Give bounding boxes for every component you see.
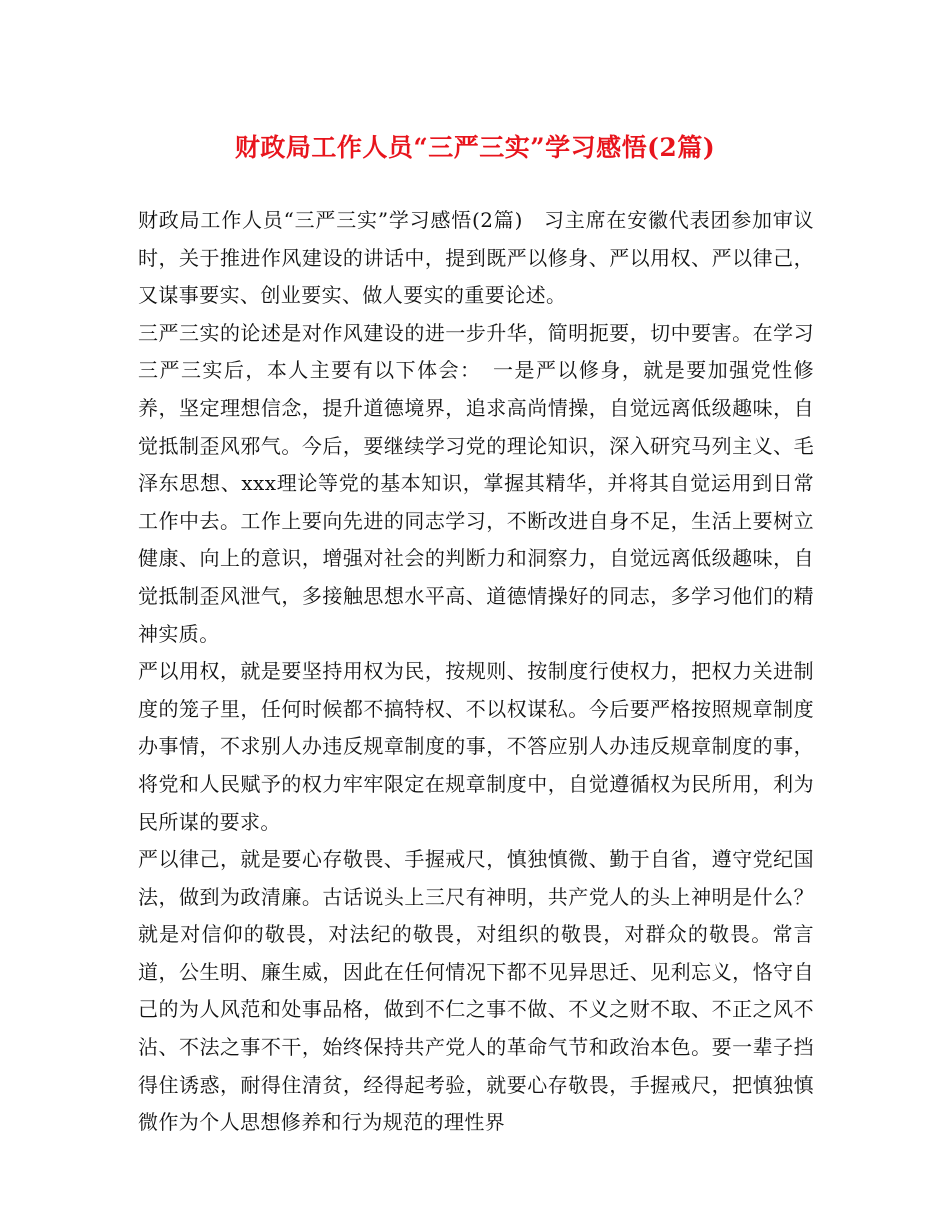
document-body bbox=[138, 202, 814, 1142]
document-title: 财政局工作人员“三严三实”学习感悟(2篇) bbox=[234, 133, 716, 162]
paragraph-self-discipline: 严以律己，就是要心存敬畏、手握戒尺，慎独慎微、勤于自省，遵守党纪国法，做到为政清廉。古话说头上三尺有神明，共产党人的头上神明是什么？就是对信仰的敬畏，对法纪的敬畏，对组织的敬畏，对群众的敬畏。常言道，公生明、廉生威，因此在任何情况下都不见异思迁、见利忘义，恪守自己的为人风范和处事品格，做到不仁之事不做、不义之财不取、不正之风不沾、不法之事不干，始终保持共产党人的革命气节和政治本色。要一辈子挡得住诱惑，耐得住清贫，经得起考验，就要心存敬畏，手握戒尺，把慎独慎微作为个人思想修养和行为规范的理性界 bbox=[138, 847, 814, 1135]
paragraph-self-cultivation: 三严三实的论述是对作风建设的进一步升华，简明扼要，切中要害。在学习三严三实后，本人主要有以下体会： 一是严以修身，就是要加强党性修养，坚定理想信念，提升道德境界，追求高尚情操，自觉远离低级趣味，自觉抵制歪风邪气。今后，要继续学习党的理论知识，深入研究马列主义、毛泽东思想、xxx理论等党的基本知识，掌握其精华，并将其自觉运用到日常工作中去。工作上要向先进的同志学习，不断改进自身不足，生活上要树立健康、向上的意识，增强对社会的判断力和洞察力，自觉远离低级趣味，自觉抵制歪风泄气，多接触思想水平高、道德情操好的同志，多学习他们的精神实质。 bbox=[138, 320, 814, 646]
paragraph-intro: 财政局工作人员“三严三实”学习感悟(2篇) 习主席在安徽代表团参加审议时，关于推进作风建设的讲话中，提到既严以修身、严以用权、严以律己，又谋事要实、创业要实、做人要实的重要论述。 bbox=[138, 208, 814, 308]
paragraph-use-of-power: 严以用权，就是要坚持用权为民，按规则、按制度行使权力，把权力关进制度的笼子里，任何时候都不搞特权、不以权谋私。今后要严格按照规章制度办事情，不求别人办违反规章制度的事，不答应别人办违反规章制度的事，将党和人民赋予的权力牢牢限定在规章制度中，自觉遵循权为民所用，利为民所谋的要求。 bbox=[138, 659, 814, 834]
